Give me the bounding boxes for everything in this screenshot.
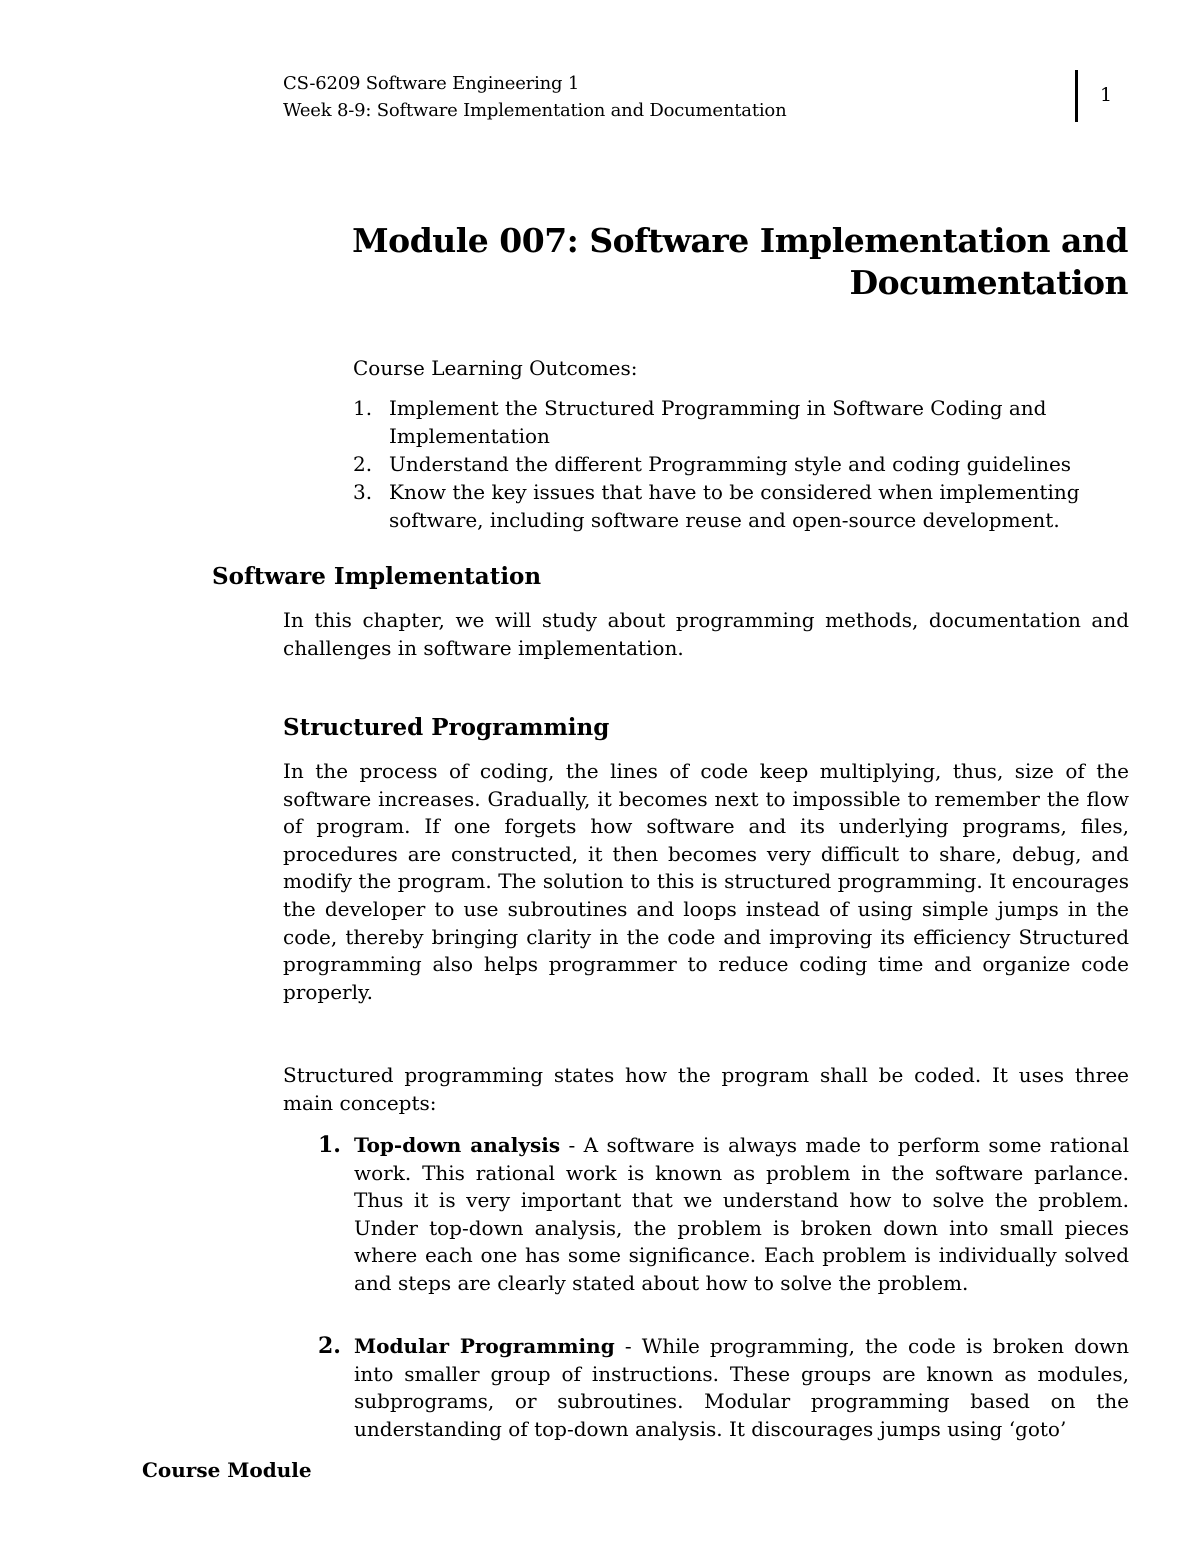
header-divider: [1075, 70, 1078, 122]
learning-outcomes-list: [353, 394, 1083, 534]
list-number: 1.: [353, 396, 373, 420]
list-number: 2.: [318, 1333, 341, 1359]
header-week: Week 8-9: Software Implementation and Documentation: [283, 100, 787, 121]
module-title-line-2: Documentation: [849, 263, 1128, 302]
concept-item-modular-programming: [318, 1333, 1129, 1443]
header-course: CS-6209 Software Engineering 1: [283, 73, 580, 94]
structured-programming-paragraph: In the process of coding, the lines of code keep multiplying, thus, size of the software increases. Gradually, it becomes next to impossible to remember the flow of program. If one forgets how software and its underlying programs, files, procedures are constructed, it then becomes very difficult to share, debug, and modify the program. The solution to this is structured programming. It encourages the developer to use subroutines and loops instead of using simple jumps in the code, thereby bringing clarity in the code and improving its efficiency Structured programming also helps programmer to reduce coding time and organize code properly.: [283, 759, 1129, 1004]
concept-term: Modular Programming: [354, 1334, 615, 1358]
section-heading-structured-programming: Structured Programming: [283, 714, 610, 741]
list-number: 2.: [353, 452, 373, 476]
page-header: [283, 70, 786, 124]
list-number: 1.: [318, 1132, 341, 1158]
section-heading-software-implementation: Software Implementation: [212, 563, 542, 590]
concept-term: Top-down analysis: [354, 1133, 561, 1157]
page-number: 1: [1100, 84, 1113, 106]
structured-programming-concepts-intro: Structured programming states how the program shall be coded. It uses three main concepts:: [283, 1063, 1129, 1115]
concept-list: [318, 1132, 1129, 1298]
list-number: 3.: [353, 480, 373, 504]
concept-list-continued: [318, 1333, 1129, 1443]
learning-outcome-text: Know the key issues that have to be considered when implementing software, including software reuse and open-source development.: [389, 480, 1080, 532]
module-title: [352, 220, 1128, 304]
learning-outcome-item: [353, 450, 1083, 478]
software-implementation-paragraph: In this chapter, we will study about programming methods, documentation and challenges in software implementation.: [283, 608, 1129, 660]
learning-outcome-text: Understand the different Programming style and coding guidelines: [389, 452, 1072, 476]
page-footer: Course Module: [142, 1458, 312, 1482]
concept-description: - A software is always made to perform some rational work. This rational work is known as problem in the software parlance. Thus it is very important that we understand how to solve the problem. Under top-down analysis, the problem is broken down into small pieces where each one has some significance. Each problem is individually solved and steps are clearly stated about how to solve the problem.: [354, 1133, 1129, 1295]
concept-item-top-down-analysis: [318, 1132, 1129, 1298]
learning-outcome-text: Implement the Structured Programming in Software Coding and Implementation: [389, 396, 1047, 448]
learning-outcomes-heading: Course Learning Outcomes:: [353, 356, 638, 380]
learning-outcome-item: [353, 394, 1083, 450]
module-title-line-1: Module 007: Software Implementation and: [352, 221, 1128, 260]
concept-description: - While programming, the code is broken down into smaller group of instructions. These groups are known as modules, subprograms, or subroutines. Modular programming based on the understanding of top-down analysis. It discourages jumps using ‘goto’: [354, 1334, 1130, 1441]
learning-outcome-item: [353, 478, 1083, 534]
learning-outcomes: [353, 354, 1083, 534]
